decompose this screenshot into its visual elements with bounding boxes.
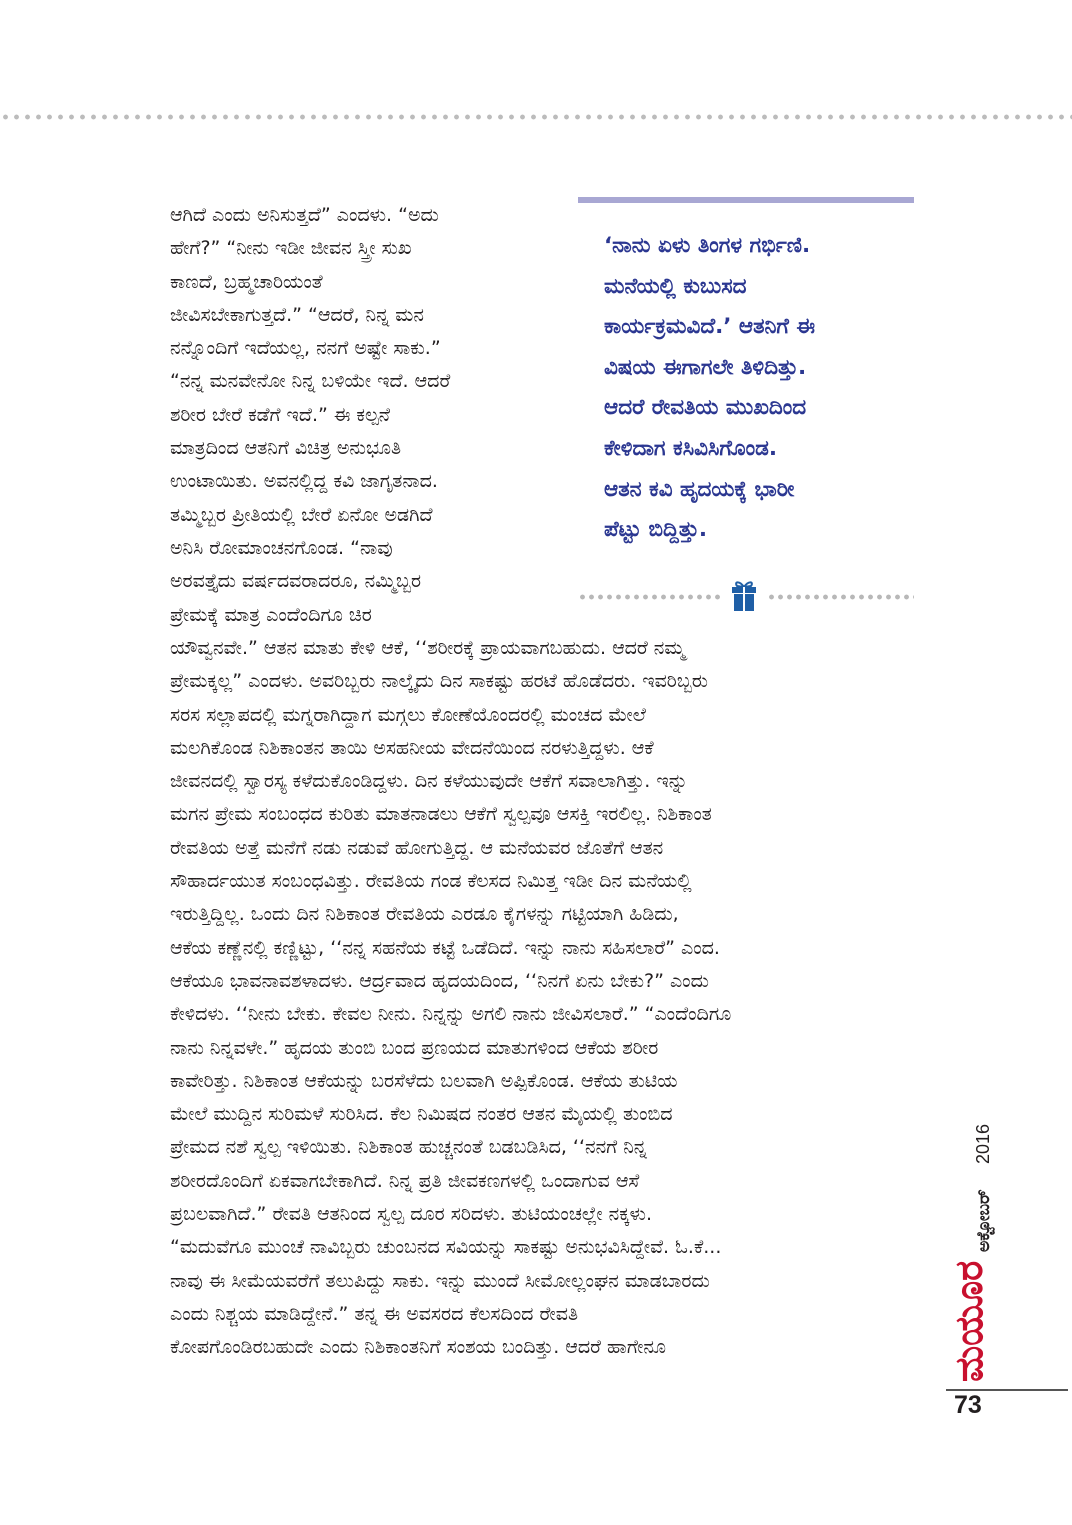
body-text-line: ಪ್ರೇಮದ ನಶೆ ಸ್ವಲ್ಪ ಇಳಿಯಿತು. ನಿಶಿಕಾಂತ ಹುಚ್ಚನಂತೆ ಬಡಬಡಿಸಿದ, ‘‘ನನಗೆ ನಿನ್ನ	[170, 1136, 647, 1159]
pull-quote	[604, 226, 924, 551]
pull-quote-line: ‘ನಾನು ಏಳು ತಿಂಗಳ ಗರ್ಭಿಣಿ.	[604, 233, 811, 258]
pull-quote-line: ಪೆಟ್ಟು ಬಿದ್ದಿತ್ತು.	[604, 517, 708, 543]
body-text-line: ಕೋಪಗೊಂಡಿರಬಹುದೇ ಎಂದು ನಿಶಿಕಾಂತನಿಗೆ ಸಂಶಯ ಬಂದಿತ್ತು. ಆದರೆ ಹಾಗೇನೂ	[170, 1336, 667, 1359]
body-text-line: ಆಕೆಯ ಕಣ್ಣೆನಲ್ಲಿ ಕಣ್ಣಿಟ್ಟು, ‘‘ನನ್ನ ಸಹನೆಯ ಕಟ್ಟೆ ಒಡೆದಿದೆ. ಇನ್ನು ನಾನು ಸಹಿಸಲಾರೆ” ಎಂದ.	[170, 936, 720, 959]
column-text-line: ಮಾತ್ರದಿಂದ ಆತನಿಗೆ ವಿಚಿತ್ರ ಅನುಭೂತಿ	[170, 437, 402, 460]
column-text-line: ಜೀವಿಸಬೇಕಾಗುತ್ತದೆ.” “ಆದರೆ, ನಿನ್ನ ಮನ	[170, 303, 424, 326]
body-text-line: ಪ್ರೇಮಕ್ಕಲ್ಲ” ಎಂದಳು. ಅವರಿಬ್ಬರು ನಾಲ್ಕೈದು ದಿನ ಸಾಕಷ್ಟು ಹರಟೆ ಹೊಡೆದರು. ಇವರಿಬ್ಬರು	[170, 670, 708, 693]
body-text-line: ನಾವು ಈ ಸೀಮೆಯವರೆಗೆ ತಲುಪಿದ್ದು ಸಾಕು. ಇನ್ನು ಮುಂದೆ ಸೀಮೋಲ್ಲಂಘನ ಮಾಡಬಾರದು	[170, 1269, 710, 1292]
body-text-line: ಜೀವನದಲ್ಲಿ ಸ್ವಾರಸ್ಯ ಕಳೆದುಕೊಂಡಿದ್ದಳು. ದಿನ ಕಳೆಯುವುದೇ ಆಕೆಗೆ ಸವಾಲಾಗಿತ್ತು. ಇನ್ನು	[170, 770, 688, 793]
pull-quote-line: ವಿಷಯ ಈಗಾಗಲೇ ತಿಳಿದಿತ್ತು.	[604, 354, 807, 380]
pull-quote-rule	[578, 197, 914, 203]
column-text-line: ಉಂಟಾಯಿತು. ಅವನಲ್ಲಿದ್ದ ಕವಿ ಜಾಗೃತನಾದ.	[170, 470, 438, 493]
column-text	[170, 199, 550, 632]
body-text-line: ಎಂದು ನಿಶ್ಚಯ ಮಾಡಿದ್ದೇನೆ.” ತನ್ನ ಈ ಅವಸರದ ಕೆಲಸದಿಂದ ರೇವತಿ	[170, 1302, 579, 1325]
magazine-name: ಮಯೂರ	[947, 1260, 991, 1382]
body-text	[170, 632, 940, 1365]
column-text-line: ಅನಿಸಿ ರೋಮಾಂಚನಗೊಂಡ. “ನಾವು	[170, 536, 393, 559]
body-text-line: ಮಗನ ಪ್ರೇಮ ಸಂಬಂಧದ ಕುರಿತು ಮಾತನಾಡಲು ಆಕೆಗೆ ಸ್ವಲ್ಪವೂ ಆಸಕ್ತಿ ಇರಲಿಲ್ಲ. ನಿಶಿಕಾಂತ	[170, 803, 712, 826]
body-text-line: ಸೌಹಾರ್ದಯುತ ಸಂಬಂಧವಿತ್ತು. ರೇವತಿಯ ಗಂಡ ಕೆಲಸದ ನಿಮಿತ್ತ ಇಡೀ ದಿನ ಮನೆಯಲ್ಲಿ	[170, 870, 692, 893]
body-text-line: ಕಾವೇರಿತ್ತು. ನಿಶಿಕಾಂತ ಆಕೆಯನ್ನು ಬರಸೆಳೆದು ಬಲವಾಗಿ ಅಪ್ಪಿಕೊಂಡ. ಆಕೆಯ ತುಟಿಯ	[170, 1069, 678, 1092]
column-text-line: ಅರವತ್ತೈದು ವರ್ಷದವರಾದರೂ, ನಮ್ಮಿಬ್ಬರ	[170, 570, 422, 593]
body-text-line: ಮೇಲೆ ಮುದ್ದಿನ ಸುರಿಮಳೆ ಸುರಿಸಿದ. ಕೆಲ ನಿಮಿಷದ ನಂತರ ಆತನ ಮೈಯಲ್ಲಿ ತುಂಬಿದ	[170, 1103, 673, 1126]
column-text-line: ಪ್ರೇಮಕ್ಕೆ ಮಾತ್ರ ಎಂದೆಂದಿಗೂ ಚಿರ	[170, 603, 372, 626]
body-text-line: ಪ್ರಬಲವಾಗಿದೆ.” ರೇವತಿ ಆತನಿಂದ ಸ್ವಲ್ಪ ದೂರ ಸರಿದಳು. ತುಟಿಯಂಚಲ್ಲೇ ನಕ್ಕಳು.	[170, 1203, 652, 1226]
body-text-line: ನಾನು ನಿನ್ನವಳೇ.” ಹೃದಯ ತುಂಬಿ ಬಂದ ಪ್ರಣಯದ ಮಾತುಗಳಿಂದ ಆಕೆಯ ಶರೀರ	[170, 1036, 659, 1059]
body-text-line: ಮಲಗಿಕೊಂಡ ನಿಶಿಕಾಂತನ ತಾಯಿ ಅಸಹನೀಯ ವೇದನೆಯಿಂದ ನರಳುತ್ತಿದ್ದಳು. ಆಕೆ	[170, 736, 654, 759]
column-text-line: ಕಾಣದೆ, ಬ್ರಹ್ಮಚಾರಿಯಂತೆ	[170, 270, 323, 293]
body-text-line: ಶರೀರದೊಂದಿಗೆ ಏಕವಾಗಬೇಕಾಗಿದೆ. ನಿನ್ನ ಪ್ರತಿ ಜೀವಕಣಗಳಲ್ಲಿ ಒಂದಾಗುವ ಆಸೆ	[170, 1169, 640, 1192]
pull-quote-line: ಆದರೆ ರೇವತಿಯ ಮುಖದಿಂದ	[604, 395, 807, 421]
body-text-line: “ಮದುವೆಗೂ ಮುಂಚೆ ನಾವಿಬ್ಬರು ಚುಂಬನದ ಸವಿಯನ್ನು ಸಾಕಷ್ಟು ಅನುಭವಿಸಿದ್ದೇವೆ. ಓ.ಕೆ...	[170, 1236, 722, 1259]
column-text-line: ಹೇಗೆ?” “ನೀನು ಇಡೀ ಜೀವನ ಸ್ತ್ರೀ ಸುಖ	[170, 237, 412, 260]
body-text-line: ಸರಸ ಸಲ್ಲಾಪದಲ್ಲಿ ಮಗ್ನರಾಗಿದ್ದಾಗ ಮಗ್ಗಲು ಕೋಣೆಯೊಂದರಲ್ಲಿ ಮಂಚದ ಮೇಲೆ	[170, 703, 646, 726]
magazine-side-label	[938, 1084, 998, 1384]
gift-icon	[727, 578, 761, 612]
pull-quote-line: ಆತನ ಕವಿ ಹೃದಯಕ್ಕೆ ಭಾರೀ	[604, 476, 795, 502]
issue-month: ಅಕ್ಟೋಬರ್	[974, 1189, 994, 1252]
pull-quote-dotted-rule-left	[578, 593, 724, 601]
column-text-line: “ನನ್ನ ಮನವೇನೋ ನಿನ್ನ ಬಳಿಯೇ ಇದೆ. ಆದರೆ	[170, 370, 451, 393]
body-text-line: ಇರುತ್ತಿದ್ದಿಲ್ಲ. ಒಂದು ದಿನ ನಿಶಿಕಾಂತ ರೇವತಿಯ ಎರಡೂ ಕೈಗಳನ್ನು ಗಟ್ಟಿಯಾಗಿ ಹಿಡಿದು,	[170, 903, 679, 926]
column-text-line: ಆಗಿದೆ ಎಂದು ಅನಿಸುತ್ತದೆ” ಎಂದಳು. “ಅದು	[170, 204, 439, 226]
page-number: 73	[954, 1391, 982, 1419]
body-text-line: ರೇವತಿಯ ಅತ್ತೆ ಮನೆಗೆ ನಡು ನಡುವೆ ಹೋಗುತ್ತಿದ್ದ. ಆ ಮನೆಯವರ ಜೊತೆಗೆ ಆತನ	[170, 836, 664, 859]
body-text-line: ಕೇಳಿದಳು. ‘‘ನೀನು ಬೇಕು. ಕೇವಲ ನೀನು. ನಿನ್ನನ್ನು ಅಗಲಿ ನಾನು ಜೀವಿಸಲಾರೆ.” “ಎಂದೆಂದಿಗೂ	[170, 1003, 732, 1026]
pull-quote-line: ಕೇಳಿದಾಗ ಕಸಿವಿಸಿಗೊಂಡ.	[604, 435, 778, 461]
pull-quote-line: ಕಾರ್ಯಕ್ರಮವಿದೆ.’ ಆತನಿಗೆ ಈ	[604, 314, 816, 340]
body-text-line: ಯೌವ್ವನವೇ.” ಆತನ ಮಾತು ಕೇಳಿ ಆಕೆ, ‘‘ಶರೀರಕ್ಕೆ ಪ್ರಾಯವಾಗಬಹುದು. ಆದರೆ ನಮ್ಮ	[170, 637, 685, 659]
column-text-line: ನನ್ನೊಂದಿಗೆ ಇದೆಯಲ್ಲ, ನನಗೆ ಅಷ್ಟೇ ಸಾಕು.”	[170, 337, 441, 360]
pull-quote-line: ಮನೆಯಲ್ಲಿ ಕುಬುಸದ	[604, 273, 747, 299]
body-text-line: ಆಕೆಯೂ ಭಾವನಾವಶಳಾದಳು. ಆರ್ದ್ರವಾದ ಹೃದಯದಿಂದ, ‘‘ನಿನಗೆ ಏನು ಬೇಕು?” ಎಂದು	[170, 969, 709, 992]
pull-quote-dotted-rule-right	[767, 593, 914, 601]
column-text-line: ತಮ್ಮಿಬ್ಬರ ಪ್ರೀತಿಯಲ್ಲಿ ಬೇರೆ ಏನೋ ಅಡಗಿದೆ	[170, 503, 433, 526]
issue-year: 2016	[973, 1123, 993, 1164]
top-dotted-rule	[0, 113, 1072, 121]
column-text-line: ಶರೀರ ಬೇರೆ ಕಡೆಗೆ ಇದೆ.” ಈ ಕಲ್ಪನೆ	[170, 403, 391, 426]
